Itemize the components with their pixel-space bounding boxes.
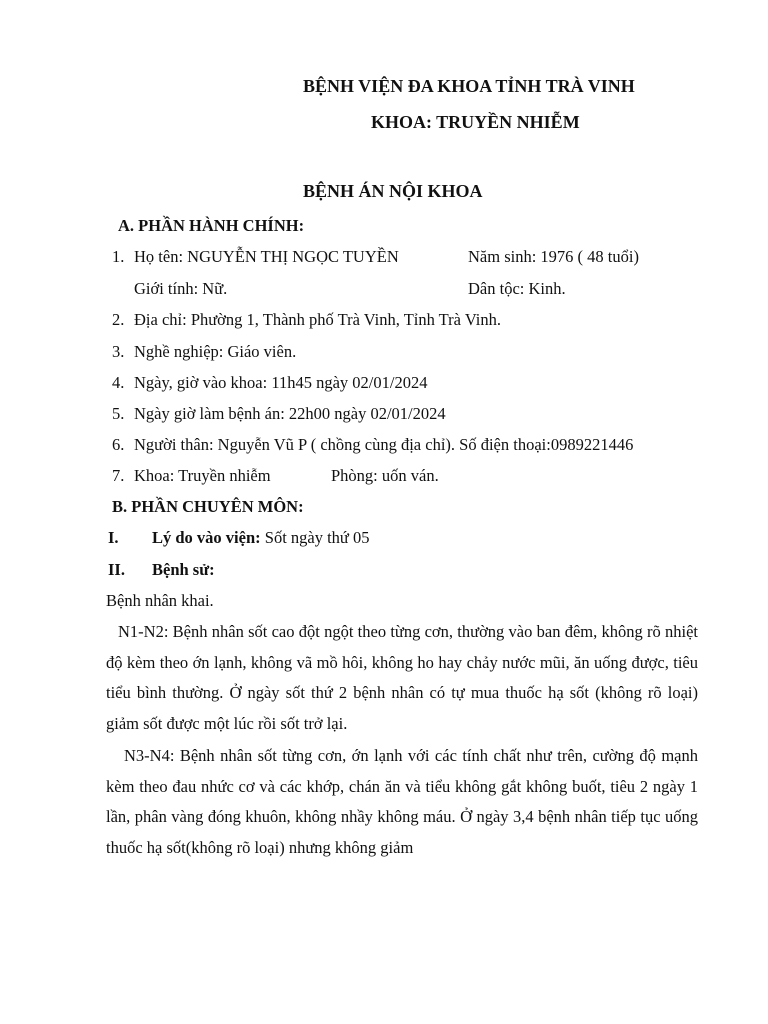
list-item bbox=[112, 247, 399, 267]
item-number: 1. bbox=[112, 247, 125, 266]
item-text: Ngày giờ làm bệnh án: 22h00 ngày 02/01/2024 bbox=[134, 404, 446, 423]
section-a-title: A. PHẦN HÀNH CHÍNH: bbox=[118, 216, 305, 235]
history-label: Bệnh sử: bbox=[152, 560, 215, 579]
reason-line bbox=[108, 528, 370, 548]
department-name: KHOA: TRUYỀN NHIỄM bbox=[371, 112, 580, 132]
roman-number: I. bbox=[108, 528, 119, 547]
item-right-text: Dân tộc: Kinh. bbox=[468, 279, 566, 298]
item-number: 5. bbox=[112, 404, 125, 423]
history-paragraph-1: N1-N2: Bệnh nhân sốt cao đột ngột theo từng cơn, thường vào ban đêm, không rõ nhiệt độ kèm theo ớn lạnh, không vã mồ hôi, không ho hay chảy nước mũi, ăn uống được, tiêu tiểu bình thường. Ở ngày sốt thứ 2 bệnh nhân có tự mua thuốc hạ sốt (không rõ loại) giảm sốt được một lúc rồi sốt trở lại. bbox=[106, 622, 698, 734]
item-number: 7. bbox=[112, 466, 125, 485]
history-intro: Bệnh nhân khai. bbox=[106, 591, 214, 610]
item-text: Ngày, giờ vào khoa: 11h45 ngày 02/01/2024 bbox=[134, 373, 428, 392]
reason-value: Sốt ngày thứ 05 bbox=[260, 528, 370, 547]
item-number: 3. bbox=[112, 342, 125, 361]
item-text: Địa chỉ: Phường 1, Thành phố Trà Vinh, Tỉnh Trà Vinh. bbox=[134, 310, 501, 329]
list-item bbox=[112, 435, 633, 455]
item-text: Họ tên: NGUYỄN THỊ NGỌC TUYỀN bbox=[134, 247, 399, 266]
item-right-text: Năm sinh: 1976 ( 48 tuổi) bbox=[468, 247, 639, 266]
history-paragraph-2: N3-N4: Bệnh nhân sốt từng cơn, ớn lạnh với các tính chất như trên, cường độ mạnh kèm theo đau nhức cơ và các khớp, chán ăn và tiểu không gắt không buốt, tiêu 2 ngày 1 lần, phân vàng đóng khuôn, không nhầy không máu. Ở ngày 3,4 bệnh nhân tiếp tục uống thuốc hạ sốt(không rõ loại) nhưng không giảm bbox=[106, 746, 698, 858]
reason-label: Lý do vào viện: bbox=[152, 528, 261, 547]
item-number: 2. bbox=[112, 310, 125, 329]
list-item bbox=[112, 342, 296, 362]
hospital-name: BỆNH VIỆN ĐA KHOA TỈNH TRÀ VINH bbox=[303, 76, 635, 96]
item-right-text: Phòng: uốn ván. bbox=[331, 466, 439, 485]
section-b-title: B. PHẦN CHUYÊN MÔN: bbox=[112, 497, 304, 516]
list-item bbox=[112, 310, 501, 330]
item-text: Người thân: Nguyễn Vũ P ( chồng cùng địa chỉ). Số điện thoại:0989221446 bbox=[134, 435, 634, 454]
list-item bbox=[112, 373, 427, 393]
item-number: 4. bbox=[112, 373, 125, 392]
roman-number: II. bbox=[108, 560, 125, 579]
history-line bbox=[108, 560, 215, 580]
item-text: Nghề nghiệp: Giáo viên. bbox=[134, 342, 297, 361]
list-item bbox=[112, 404, 446, 424]
list-item bbox=[112, 466, 271, 486]
item-text: Giới tính: Nữ. bbox=[134, 279, 228, 298]
record-title: BỆNH ÁN NỘI KHOA bbox=[303, 181, 483, 201]
item-number: 6. bbox=[112, 435, 125, 454]
item-text: Khoa: Truyền nhiễm bbox=[134, 466, 271, 485]
